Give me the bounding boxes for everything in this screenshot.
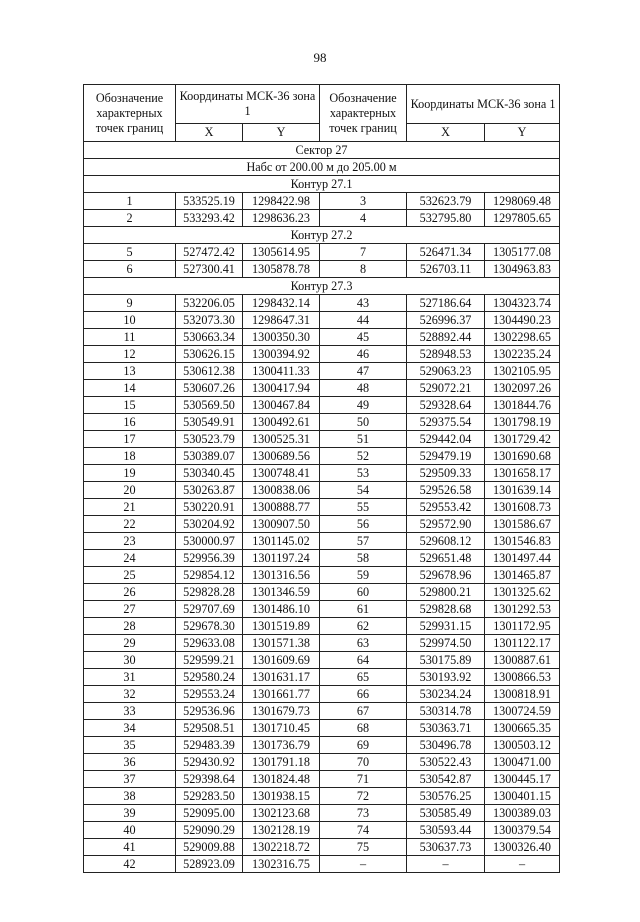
y-right: 1300445.17: [485, 771, 560, 788]
x-left: 530569.50: [176, 397, 243, 414]
y-right: 1300503.12: [485, 737, 560, 754]
contour-title-row: [84, 227, 560, 244]
table-row: [84, 805, 560, 822]
point-number-right: 8: [320, 261, 407, 278]
x-left: 530612.38: [176, 363, 243, 380]
point-number-right: 51: [320, 431, 407, 448]
y-right: 1302097.26: [485, 380, 560, 397]
x-right: 529974.50: [407, 635, 485, 652]
point-number-right: 45: [320, 329, 407, 346]
point-number-right: 63: [320, 635, 407, 652]
point-number-left: 23: [84, 533, 176, 550]
y-right: 1301325.62: [485, 584, 560, 601]
y-right: 1301690.68: [485, 448, 560, 465]
header-y-left: Y: [243, 124, 320, 142]
contour-title: Контур 27.2: [84, 227, 560, 244]
y-left: 1300888.77: [243, 499, 320, 516]
x-right: 530593.44: [407, 822, 485, 839]
table-row: [84, 431, 560, 448]
point-number-left: 29: [84, 635, 176, 652]
y-right: 1300379.54: [485, 822, 560, 839]
table-row: [84, 737, 560, 754]
x-right: 529063.23: [407, 363, 485, 380]
page-number: 98: [313, 50, 327, 65]
x-left: 529678.30: [176, 618, 243, 635]
x-right: 530576.25: [407, 788, 485, 805]
point-number-left: 31: [84, 669, 176, 686]
point-number-right: 55: [320, 499, 407, 516]
x-left: 529508.51: [176, 720, 243, 737]
contour-title: Контур 27.3: [84, 278, 560, 295]
x-left: 529707.69: [176, 601, 243, 618]
table-row: [84, 346, 560, 363]
x-right: 530234.24: [407, 686, 485, 703]
y-right: 1301292.53: [485, 601, 560, 618]
x-left: 529854.12: [176, 567, 243, 584]
point-number-left: 24: [84, 550, 176, 567]
y-left: 1301197.24: [243, 550, 320, 567]
table-row: [84, 397, 560, 414]
y-right: 1302235.24: [485, 346, 560, 363]
y-right: 1301122.17: [485, 635, 560, 652]
x-right: 530193.92: [407, 669, 485, 686]
y-right: 1302105.95: [485, 363, 560, 380]
header-designation-right: Обозначение характерных точек границ: [320, 85, 407, 142]
header-x-left: X: [176, 124, 243, 142]
point-number-left: 11: [84, 329, 176, 346]
x-left: 530000.97: [176, 533, 243, 550]
point-number-left: 41: [84, 839, 176, 856]
point-number-left: 26: [84, 584, 176, 601]
point-number-right: 73: [320, 805, 407, 822]
point-number-right: 57: [320, 533, 407, 550]
x-right: 529572.90: [407, 516, 485, 533]
y-left: 1301145.02: [243, 533, 320, 550]
x-left: 529430.92: [176, 754, 243, 771]
x-left: 529956.39: [176, 550, 243, 567]
y-right: 1300887.61: [485, 652, 560, 669]
point-number-right: 53: [320, 465, 407, 482]
x-left: 529483.39: [176, 737, 243, 754]
x-right: 529678.96: [407, 567, 485, 584]
table-row: [84, 652, 560, 669]
table-row: [84, 363, 560, 380]
y-left: 1300467.84: [243, 397, 320, 414]
point-number-left: 6: [84, 261, 176, 278]
y-left: 1298422.98: [243, 193, 320, 210]
y-right: 1300665.35: [485, 720, 560, 737]
table-row: [84, 448, 560, 465]
point-number-left: 38: [84, 788, 176, 805]
y-left: 1301609.69: [243, 652, 320, 669]
point-number-left: 42: [84, 856, 176, 873]
y-left: 1298432.14: [243, 295, 320, 312]
point-number-left: 28: [84, 618, 176, 635]
x-right: 530637.73: [407, 839, 485, 856]
x-right: 532795.80: [407, 210, 485, 227]
point-number-left: 37: [84, 771, 176, 788]
point-number-right: 69: [320, 737, 407, 754]
point-number-right: 65: [320, 669, 407, 686]
point-number-right: 43: [320, 295, 407, 312]
x-left: 533525.19: [176, 193, 243, 210]
x-right: 529328.64: [407, 397, 485, 414]
point-number-left: 18: [84, 448, 176, 465]
x-left: 527300.41: [176, 261, 243, 278]
y-right: 1304490.23: [485, 312, 560, 329]
point-number-right: 52: [320, 448, 407, 465]
x-left: 530204.92: [176, 516, 243, 533]
point-number-right: 49: [320, 397, 407, 414]
y-left: 1298636.23: [243, 210, 320, 227]
table-row: [84, 601, 560, 618]
y-left: 1301791.18: [243, 754, 320, 771]
table-row: [84, 312, 560, 329]
sector-title: Сектор 27: [84, 142, 560, 159]
table-row: [84, 329, 560, 346]
point-number-left: 35: [84, 737, 176, 754]
y-right: 1300471.00: [485, 754, 560, 771]
point-number-right: 47: [320, 363, 407, 380]
y-right: 1301172.95: [485, 618, 560, 635]
y-left: 1300689.56: [243, 448, 320, 465]
y-right: 1301639.14: [485, 482, 560, 499]
point-number-right: 3: [320, 193, 407, 210]
table-row: [84, 703, 560, 720]
x-right: 529526.58: [407, 482, 485, 499]
point-number-right: 67: [320, 703, 407, 720]
point-number-left: 2: [84, 210, 176, 227]
x-left: 529398.64: [176, 771, 243, 788]
header-designation-left: Обозначение характерных точек границ: [84, 85, 176, 142]
table-row: [84, 244, 560, 261]
x-left: 530626.15: [176, 346, 243, 363]
contour-title: Контур 27.1: [84, 176, 560, 193]
y-left: 1301661.77: [243, 686, 320, 703]
y-right: 1300724.59: [485, 703, 560, 720]
x-left: 529599.21: [176, 652, 243, 669]
x-left: 529633.08: [176, 635, 243, 652]
point-number-left: 19: [84, 465, 176, 482]
y-left: 1302316.75: [243, 856, 320, 873]
table-row: [84, 618, 560, 635]
y-left: 1300350.30: [243, 329, 320, 346]
table-row: [84, 856, 560, 873]
x-right: –: [407, 856, 485, 873]
y-right: 1301465.87: [485, 567, 560, 584]
table-row: [84, 635, 560, 652]
x-left: 529828.28: [176, 584, 243, 601]
y-left: 1301346.59: [243, 584, 320, 601]
y-left: 1301938.15: [243, 788, 320, 805]
point-number-left: 39: [84, 805, 176, 822]
table-body: [84, 142, 560, 873]
sector-elevation: Набс от 200.00 м до 205.00 м: [84, 159, 560, 176]
y-left: 1301710.45: [243, 720, 320, 737]
table-row: [84, 567, 560, 584]
x-right: 529375.54: [407, 414, 485, 431]
point-number-right: 66: [320, 686, 407, 703]
point-number-right: 68: [320, 720, 407, 737]
x-right: 530363.71: [407, 720, 485, 737]
y-left: 1301631.17: [243, 669, 320, 686]
x-right: 529651.48: [407, 550, 485, 567]
table-row: [84, 550, 560, 567]
table-row: [84, 669, 560, 686]
x-right: 529072.21: [407, 380, 485, 397]
point-number-right: 7: [320, 244, 407, 261]
y-right: 1302298.65: [485, 329, 560, 346]
point-number-left: 22: [84, 516, 176, 533]
y-left: 1301519.89: [243, 618, 320, 635]
y-left: 1301316.56: [243, 567, 320, 584]
x-right: 530175.89: [407, 652, 485, 669]
header-row: [84, 85, 560, 124]
table-row: [84, 516, 560, 533]
x-right: 529509.33: [407, 465, 485, 482]
point-number-left: 1: [84, 193, 176, 210]
header-coords-right: Координаты МСК-36 зона 1: [407, 85, 560, 124]
y-right: 1305177.08: [485, 244, 560, 261]
x-left: 533293.42: [176, 210, 243, 227]
header-y-right: Y: [485, 124, 560, 142]
point-number-left: 40: [84, 822, 176, 839]
table-row: [84, 822, 560, 839]
y-right: 1304323.74: [485, 295, 560, 312]
x-right: 529442.04: [407, 431, 485, 448]
y-right: 1300401.15: [485, 788, 560, 805]
x-right: 526996.37: [407, 312, 485, 329]
table-row: [84, 482, 560, 499]
y-right: 1301729.42: [485, 431, 560, 448]
x-right: 529608.12: [407, 533, 485, 550]
coordinates-table: [83, 84, 560, 873]
x-right: 526471.34: [407, 244, 485, 261]
x-left: 530220.91: [176, 499, 243, 516]
point-number-right: 50: [320, 414, 407, 431]
x-left: 532073.30: [176, 312, 243, 329]
x-left: 530340.45: [176, 465, 243, 482]
point-number-left: 5: [84, 244, 176, 261]
point-number-right: 44: [320, 312, 407, 329]
point-number-left: 9: [84, 295, 176, 312]
y-left: 1300748.41: [243, 465, 320, 482]
contour-title-row: [84, 278, 560, 295]
point-number-right: –: [320, 856, 407, 873]
table-row: [84, 788, 560, 805]
y-left: 1301486.10: [243, 601, 320, 618]
table-row: [84, 261, 560, 278]
table-row: [84, 193, 560, 210]
y-right: –: [485, 856, 560, 873]
point-number-left: 36: [84, 754, 176, 771]
x-right: 529800.21: [407, 584, 485, 601]
y-left: 1302218.72: [243, 839, 320, 856]
y-left: 1298647.31: [243, 312, 320, 329]
table-row: [84, 839, 560, 856]
y-right: 1298069.48: [485, 193, 560, 210]
y-left: 1301679.73: [243, 703, 320, 720]
y-left: 1300417.94: [243, 380, 320, 397]
point-number-right: 60: [320, 584, 407, 601]
contour-title-row: [84, 176, 560, 193]
x-left: 529536.96: [176, 703, 243, 720]
table-row: [84, 533, 560, 550]
x-left: 530663.34: [176, 329, 243, 346]
point-number-left: 12: [84, 346, 176, 363]
x-left: 530549.91: [176, 414, 243, 431]
y-left: 1305878.78: [243, 261, 320, 278]
y-left: 1301736.79: [243, 737, 320, 754]
x-left: 527472.42: [176, 244, 243, 261]
point-number-left: 13: [84, 363, 176, 380]
x-right: 528948.53: [407, 346, 485, 363]
y-left: 1301571.38: [243, 635, 320, 652]
point-number-right: 72: [320, 788, 407, 805]
point-number-right: 62: [320, 618, 407, 635]
table-row: [84, 686, 560, 703]
point-number-left: 34: [84, 720, 176, 737]
table-row: [84, 210, 560, 227]
point-number-left: 10: [84, 312, 176, 329]
point-number-left: 21: [84, 499, 176, 516]
y-left: 1305614.95: [243, 244, 320, 261]
point-number-right: 64: [320, 652, 407, 669]
x-left: 529553.24: [176, 686, 243, 703]
y-left: 1302128.19: [243, 822, 320, 839]
point-number-right: 46: [320, 346, 407, 363]
y-left: 1300411.33: [243, 363, 320, 380]
sector-elevation-row: [84, 159, 560, 176]
point-number-right: 71: [320, 771, 407, 788]
y-left: 1300492.61: [243, 414, 320, 431]
x-right: 529553.42: [407, 499, 485, 516]
y-right: 1301608.73: [485, 499, 560, 516]
x-right: 526703.11: [407, 261, 485, 278]
sector-title-row: [84, 142, 560, 159]
x-right: 530314.78: [407, 703, 485, 720]
table-row: [84, 465, 560, 482]
point-number-right: 56: [320, 516, 407, 533]
table-row: [84, 771, 560, 788]
x-right: 532623.79: [407, 193, 485, 210]
y-left: 1300394.92: [243, 346, 320, 363]
table-row: [84, 414, 560, 431]
y-right: 1300866.53: [485, 669, 560, 686]
y-left: 1300838.06: [243, 482, 320, 499]
x-right: 529479.19: [407, 448, 485, 465]
point-number-right: 74: [320, 822, 407, 839]
table-row: [84, 720, 560, 737]
point-number-left: 25: [84, 567, 176, 584]
point-number-right: 70: [320, 754, 407, 771]
point-number-left: 27: [84, 601, 176, 618]
x-right: 530585.49: [407, 805, 485, 822]
header-x-right: X: [407, 124, 485, 142]
point-number-right: 48: [320, 380, 407, 397]
point-number-left: 33: [84, 703, 176, 720]
table-row: [84, 754, 560, 771]
y-right: 1301798.19: [485, 414, 560, 431]
table-row: [84, 584, 560, 601]
point-number-left: 20: [84, 482, 176, 499]
y-right: 1297805.65: [485, 210, 560, 227]
y-right: 1304963.83: [485, 261, 560, 278]
point-number-right: 54: [320, 482, 407, 499]
table-row: [84, 380, 560, 397]
y-right: 1300818.91: [485, 686, 560, 703]
y-right: 1301497.44: [485, 550, 560, 567]
x-left: 532206.05: [176, 295, 243, 312]
x-left: 530523.79: [176, 431, 243, 448]
x-right: 530496.78: [407, 737, 485, 754]
y-right: 1300326.40: [485, 839, 560, 856]
table-row: [84, 499, 560, 516]
x-left: 530607.26: [176, 380, 243, 397]
x-right: 528892.44: [407, 329, 485, 346]
point-number-left: 14: [84, 380, 176, 397]
x-right: 529931.15: [407, 618, 485, 635]
y-right: 1301586.67: [485, 516, 560, 533]
point-number-right: 61: [320, 601, 407, 618]
table-row: [84, 295, 560, 312]
x-left: 528923.09: [176, 856, 243, 873]
point-number-left: 15: [84, 397, 176, 414]
header-coords-left: Координаты МСК-36 зона 1: [176, 85, 320, 124]
x-left: 529090.29: [176, 822, 243, 839]
y-right: 1301844.76: [485, 397, 560, 414]
point-number-right: 58: [320, 550, 407, 567]
point-number-right: 75: [320, 839, 407, 856]
x-right: 530542.87: [407, 771, 485, 788]
y-left: 1301824.48: [243, 771, 320, 788]
x-left: 530263.87: [176, 482, 243, 499]
y-left: 1302123.68: [243, 805, 320, 822]
point-number-left: 30: [84, 652, 176, 669]
x-right: 530522.43: [407, 754, 485, 771]
x-left: 529580.24: [176, 669, 243, 686]
y-right: 1301658.17: [485, 465, 560, 482]
x-left: 530389.07: [176, 448, 243, 465]
x-left: 529283.50: [176, 788, 243, 805]
y-right: 1301546.83: [485, 533, 560, 550]
point-number-left: 16: [84, 414, 176, 431]
x-right: 527186.64: [407, 295, 485, 312]
x-left: 529009.88: [176, 839, 243, 856]
point-number-left: 32: [84, 686, 176, 703]
point-number-right: 59: [320, 567, 407, 584]
x-left: 529095.00: [176, 805, 243, 822]
x-right: 529828.68: [407, 601, 485, 618]
y-left: 1300907.50: [243, 516, 320, 533]
y-left: 1300525.31: [243, 431, 320, 448]
y-right: 1300389.03: [485, 805, 560, 822]
point-number-left: 17: [84, 431, 176, 448]
point-number-right: 4: [320, 210, 407, 227]
